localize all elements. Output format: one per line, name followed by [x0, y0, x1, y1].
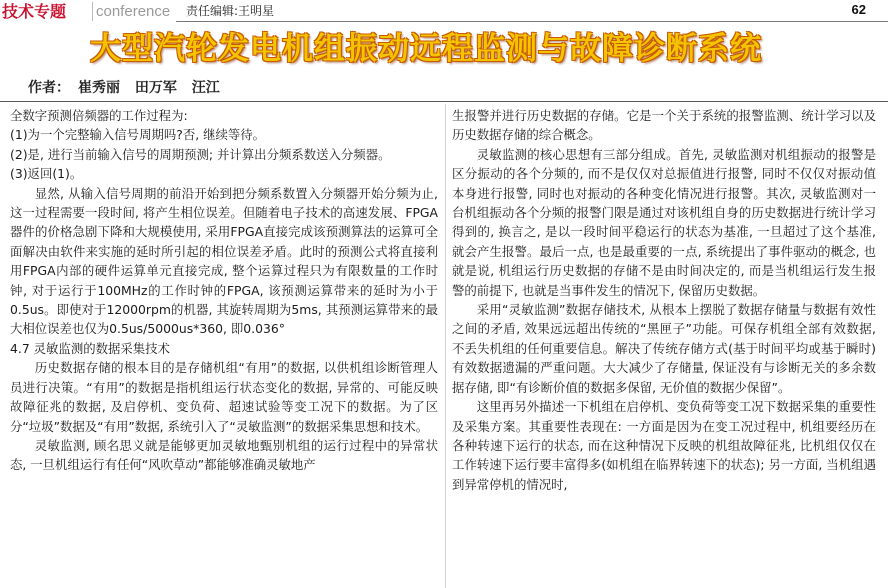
paragraph: 这里再另外描述一下机组在启停机、变负荷等变工况下数据采集的重要性及采集方案。其重要性表现在: 一方面是因为在变工况过程中, 机组要经历在各种转速下运行的状态, 而在这种情况下反映的机组故障征兆, 比机组仅仅在工作转速下运行要丰富得多(如机组在临界转速下的状态); 另一方面, 当机组遇到异常停机的情况时,	[452, 399, 876, 492]
column-divider	[445, 104, 446, 588]
author-names: 崔秀丽 田万军 汪江	[78, 80, 220, 96]
title-band	[0, 24, 888, 72]
paragraph: 采用“灵敏监测”数据存储技术, 从根本上摆脱了数据存储量与数据有效性之间的矛盾, 效果远远超出传统的“黑匣子”功能。可保存机组全部有效数据, 不丢失机组的任何重要信息。解决了传统存储方式(基于时间平均或基于瞬时)有效数据遗漏的严重问题。大大减少了存储量, 保证没有与诊断无关的多余数据存储, 即“有诊断价值的数据多保留, 无价值的数据少保留”。	[452, 302, 876, 395]
article-title: 大型汽轮发电机组振动远程监测与故障诊断系统	[90, 31, 762, 67]
author-rule	[0, 101, 888, 102]
editor-credit: 责任编辑:王明星	[186, 4, 275, 18]
paragraph: 灵敏监测, 顾名思义就是能够更加灵敏地甄别机组的运行过程中的异常状态, 一旦机组运行有任何“风吹草动”都能够准确灵敏地产	[10, 437, 438, 473]
paragraph: 显然, 从输入信号周期的前沿开始到把分频系数置入分频器开始分频为止, 这一过程需要一段时间, 将产生相位误差。但随着电子技术的高速发展、FPGA器件的价格急剧下降和大规模使用, 采用FPGA直接完成该预测算法的运算可全面解决由软件来实施的延时所引起的相位误差矛盾。此时的预测公式将直接利用FPGA内部的硬件运算单元直接完成, 整个运算过程只为有限数量的工作时钟, 对于运行于100MHz的工作时钟的FPGA, 该预测运算带来的延时为小于0.5us。即使对于12000rpm的机器, 其旋转周期为5ms, 其预测运算带来的最大相位误差也仅为0.5us/5000us*360, 即0.036°	[10, 185, 438, 337]
running-header	[0, 0, 888, 24]
paragraph: 全数字预测倍频器的工作过程为:	[10, 108, 188, 123]
page-number: 62	[851, 2, 866, 17]
paragraph: 历史数据存储的根本目的是存储机组“有用”的数据, 以供机组诊断管理人员进行决策。“有用”的数据是指机组运行状态变化的数据, 异常的、可能反映故障征兆的数据, 及启停机、变负荷、超速试验等变工况下的数据。为了区分“垃圾”数据及“有用”数据, 系统引入了“灵敏监测”的数据采集思想和技术。	[10, 360, 438, 434]
paragraph: (1)为一个完整输入信号周期吗?否, 继续等待。	[10, 127, 266, 143]
paragraph: (3)返回(1)。	[10, 166, 83, 182]
left-column	[10, 106, 438, 588]
section-heading: 4.7 灵敏监测的数据采集技术	[10, 340, 170, 356]
authors-label: 作者：	[28, 80, 70, 96]
header-rule	[176, 21, 888, 22]
paragraph: 生报警并进行历史数据的存储。它是一个关于系统的报警监测、统计学习以及历史数据存储的综合概念。	[452, 108, 876, 143]
journal-name: conference	[92, 2, 172, 21]
paragraph: 灵敏监测的核心思想有三部分组成。首先, 灵敏监测对机组振动的报警是区分振动的各个分频的, 而不是仅仅对总振值进行报警, 同时不仅仅对振动值本身进行报警, 同时也对振动的各种变化情况进行报警。其次, 灵敏监测对一台机组振动各个分频的报警门限是通过对该机组自身的历史数据进行统计学习得到的, 换言之, 是以一段时间平稳运行的状态为基准, 一旦超过了这个基准, 就会产生报警。最后一点, 也是最重要的一点, 系统提出了事件驱动的概念, 也就是说, 机组运行历史数据的存储不是由时间决定的, 而是当机组运行发生报警的前提下, 也就是当事件发生的情况下, 保留历史数据。	[452, 146, 876, 298]
right-column	[452, 106, 876, 588]
author-line	[28, 79, 220, 97]
paragraph: (2)是, 进行当前输入信号的周期预测; 并计算出分频系数送入分频器。	[10, 146, 391, 162]
section-tag: 技术专题	[2, 2, 67, 21]
